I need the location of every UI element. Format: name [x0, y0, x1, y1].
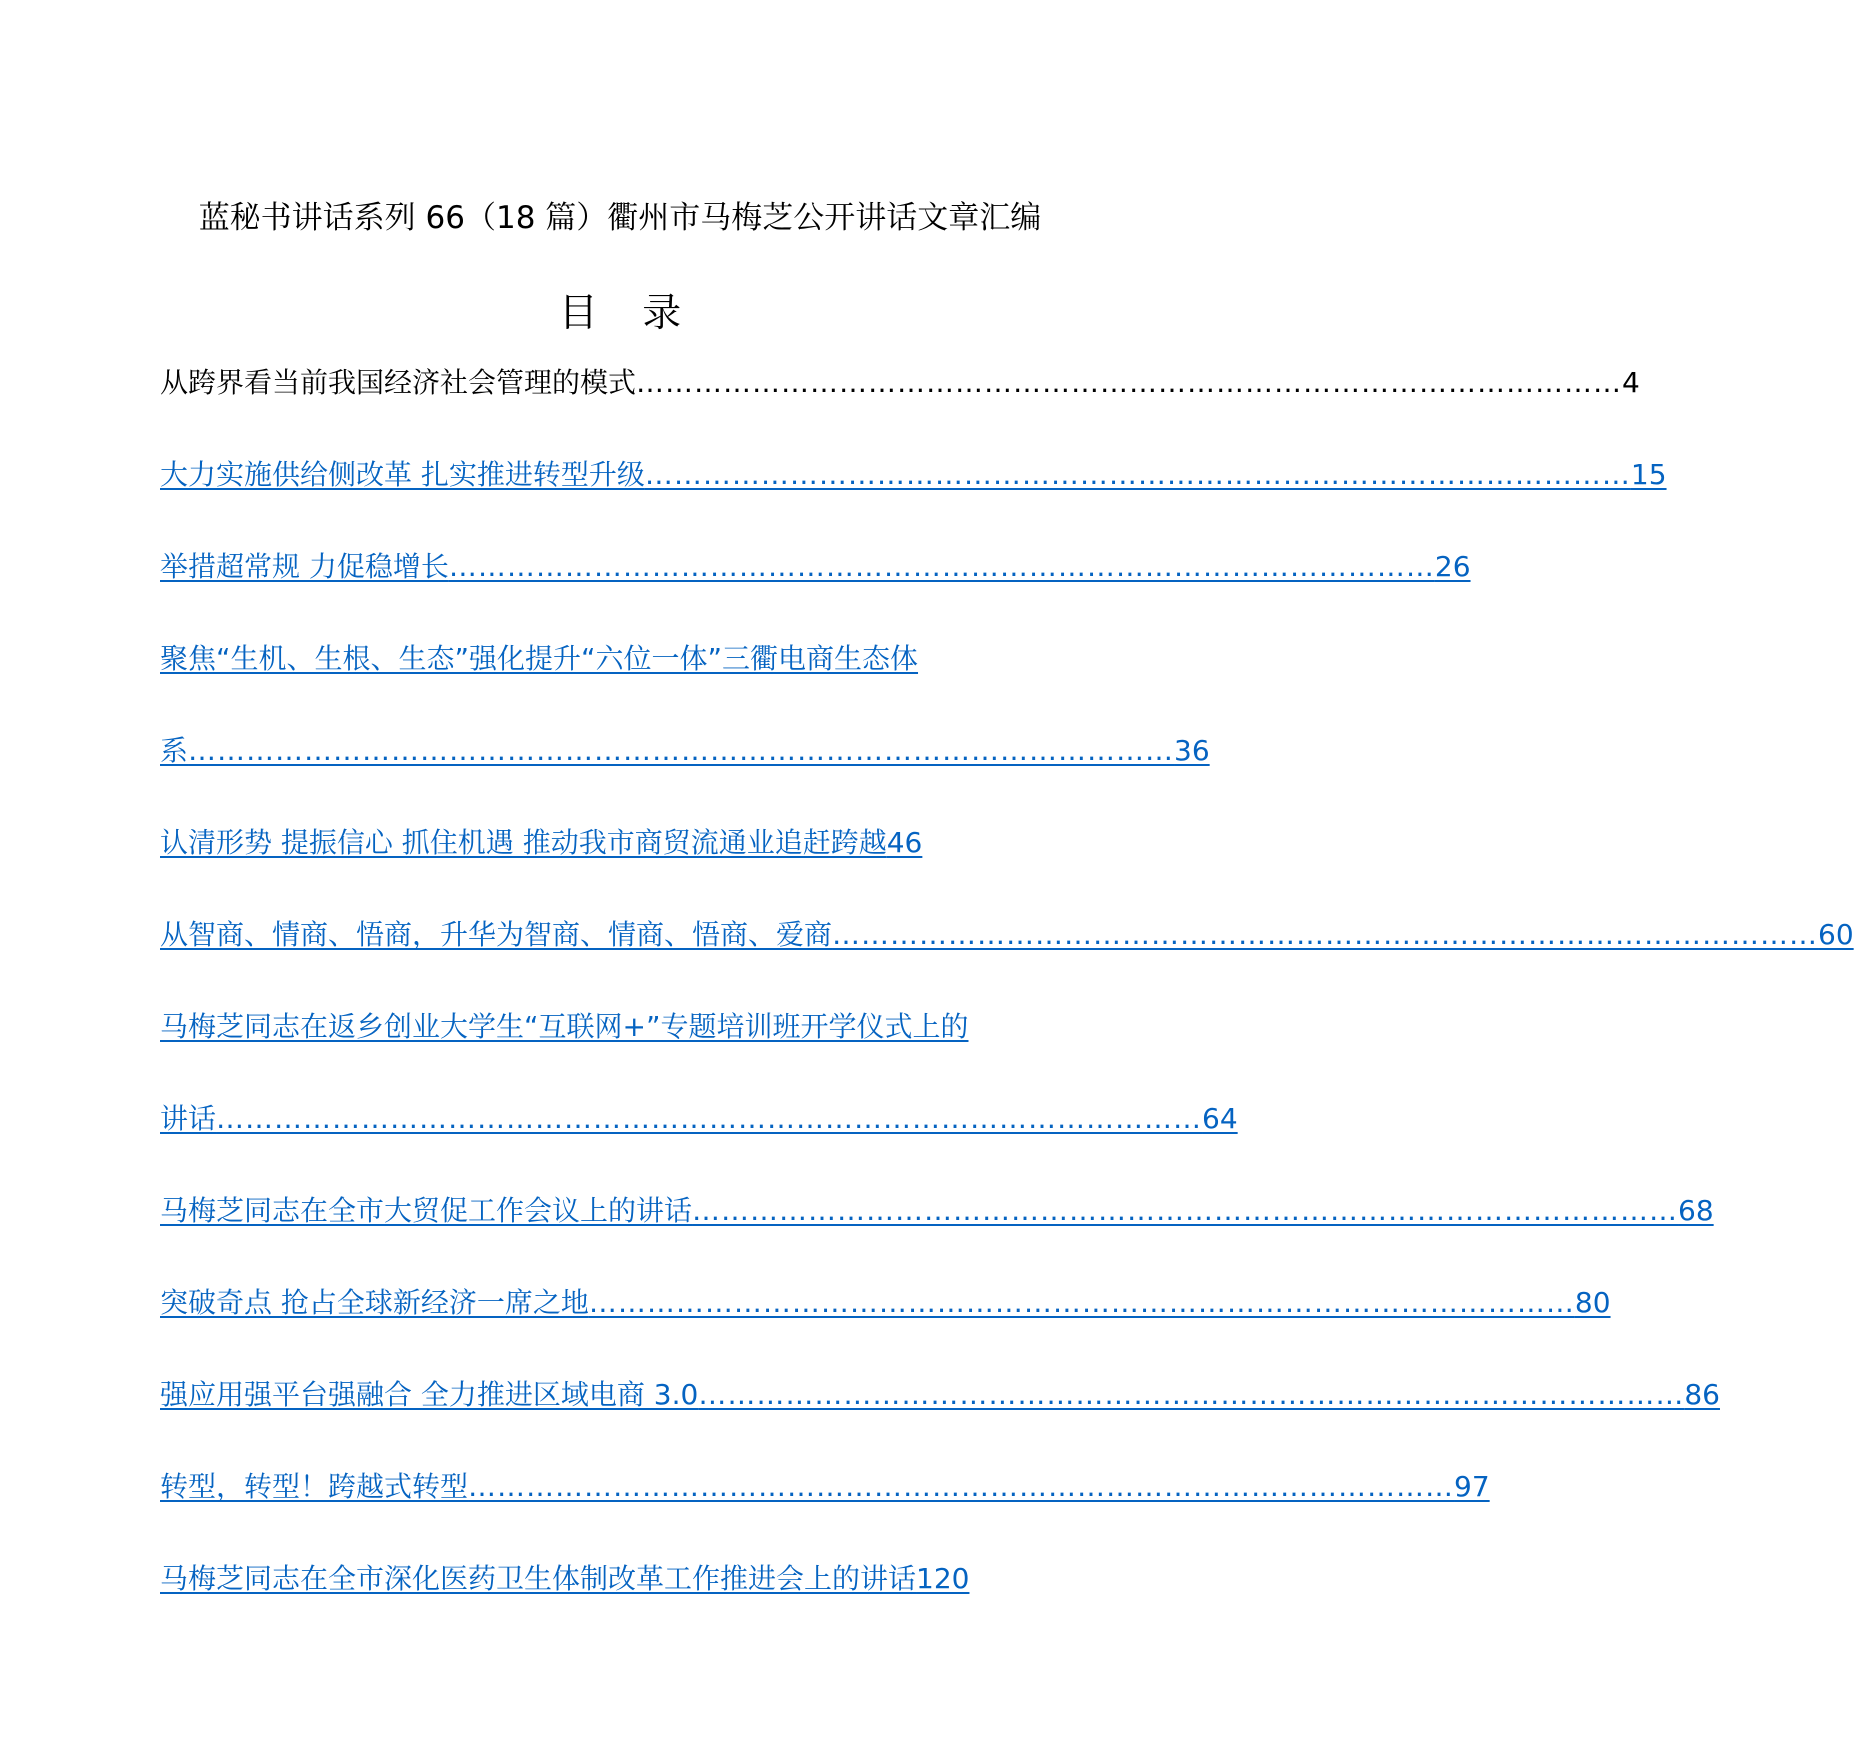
toc-entry-link[interactable] — [160, 1556, 1100, 1602]
toc-entry-link[interactable] — [160, 1280, 1611, 1326]
toc-entry-title[interactable]: 马梅芝同志在全市深化医药卫生体制改革工作推进会上的讲话 — [160, 1562, 917, 1595]
toc-entry-link[interactable] — [160, 636, 1210, 774]
toc-entry-page[interactable]: 86 — [1684, 1378, 1720, 1411]
toc-entry-page[interactable]: 80 — [1574, 1286, 1611, 1319]
toc-entry-title-line1[interactable]: 马梅芝同志在返乡创业大学生“互联网+”专题培训班开学仪式上的 — [160, 1010, 969, 1043]
toc-entry-text[interactable] — [160, 912, 1854, 958]
document-title: 蓝秘书讲话系列 66（18 篇）衢州市马梅芝公开讲话文章汇编 — [198, 200, 1042, 236]
toc-entry-text[interactable] — [160, 1188, 1714, 1234]
toc-entry-page[interactable]: 36 — [1174, 734, 1210, 767]
toc-entry-text — [160, 360, 1640, 406]
toc-entry-link[interactable] — [160, 452, 1667, 498]
toc-entry-title[interactable]: 系 — [160, 734, 189, 767]
toc-entry-text[interactable] — [160, 1372, 1720, 1418]
toc-entry-page[interactable]: 120 — [916, 1562, 970, 1595]
toc-entry-page[interactable]: 68 — [1678, 1194, 1714, 1227]
toc-entry-text[interactable] — [160, 1464, 1490, 1510]
toc-entry-title[interactable]: 认清形势 提振信心 抓住机遇 推动我市商贸流通业追赶跨越 — [160, 826, 887, 859]
toc-entry-title[interactable]: 强应用强平台强融合 全力推进区域电商 3.0 — [160, 1378, 699, 1411]
toc-entry-page[interactable]: 97 — [1454, 1470, 1490, 1503]
toc-entry-link[interactable] — [160, 1464, 1490, 1510]
toc-entry-link[interactable] — [160, 820, 1100, 866]
toc-entry-page[interactable]: 64 — [1202, 1102, 1238, 1135]
toc-entry-title[interactable]: 从智商、情商、悟商，升华为智商、情商、悟商、爱商 — [160, 918, 833, 951]
toc-entry-title-line1[interactable]: 聚焦“生机、生根、生态”强化提升“六位一体”三衢电商生态体 — [160, 642, 919, 675]
toc-leader-dots[interactable]: ………………………………………………………………………………………… — [216, 1102, 1203, 1135]
toc-entry-link[interactable] — [160, 912, 1854, 958]
toc-entry-text[interactable] — [160, 1096, 1238, 1142]
toc-entry-link[interactable] — [160, 544, 1471, 590]
toc-entry-page: 4 — [1622, 366, 1640, 399]
table-of-contents — [160, 360, 1854, 1648]
toc-leader-dots[interactable]: ………………………………………………………………………………………… — [698, 1378, 1685, 1411]
toc-entry-title: 从跨界看当前我国经济社会管理的模式 — [160, 366, 637, 399]
toc-leader-dots[interactable]: ………………………………………………………………………………………… — [644, 458, 1631, 491]
toc-entry-text[interactable] — [160, 820, 1100, 866]
toc-leader-dots[interactable]: ………………………………………………………………………………………… — [692, 1194, 1679, 1227]
toc-entry-text[interactable] — [160, 544, 1471, 590]
toc-entry-title[interactable]: 举措超常规 力促稳增长 — [160, 550, 449, 583]
toc-entry-text[interactable] — [160, 1280, 1611, 1326]
toc-heading: 目 录 — [558, 291, 698, 336]
toc-entry-page[interactable]: 26 — [1434, 550, 1471, 583]
toc-entry-page[interactable]: 15 — [1630, 458, 1667, 491]
toc-entry-link[interactable] — [160, 1372, 1720, 1418]
toc-entry-title[interactable]: 马梅芝同志在全市大贸促工作会议上的讲话 — [160, 1194, 693, 1227]
toc-entry-text[interactable] — [160, 728, 1210, 774]
toc-leader-dots[interactable]: ………………………………………………………………………………………… — [448, 550, 1435, 583]
toc-entry — [160, 360, 1640, 406]
toc-entry-text[interactable] — [160, 452, 1667, 498]
toc-entry-title[interactable]: 讲话 — [160, 1102, 217, 1135]
toc-leader-dots[interactable]: ………………………………………………………………………………………… — [468, 1470, 1455, 1503]
toc-entry-link[interactable] — [160, 1188, 1714, 1234]
toc-entry-page[interactable]: 46 — [886, 826, 923, 859]
toc-entry-title[interactable]: 转型，转型！跨越式转型 — [160, 1470, 469, 1503]
toc-entry-link[interactable] — [160, 1004, 1238, 1142]
toc-leader-dots: ………………………………………………………………………………………… — [636, 366, 1623, 399]
toc-entry-title[interactable]: 大力实施供给侧改革 扎实推进转型升级 — [160, 458, 645, 491]
toc-leader-dots[interactable]: ………………………………………………………………………………………… — [188, 734, 1175, 767]
toc-entry-text[interactable] — [160, 1556, 1100, 1602]
toc-entry-title[interactable]: 突破奇点 抢占全球新经济一席之地 — [160, 1286, 589, 1319]
toc-entry-page[interactable]: 60 — [1818, 918, 1854, 951]
toc-leader-dots[interactable]: ………………………………………………………………………………………… — [588, 1286, 1575, 1319]
toc-leader-dots[interactable]: ………………………………………………………………………………………… — [832, 918, 1819, 951]
